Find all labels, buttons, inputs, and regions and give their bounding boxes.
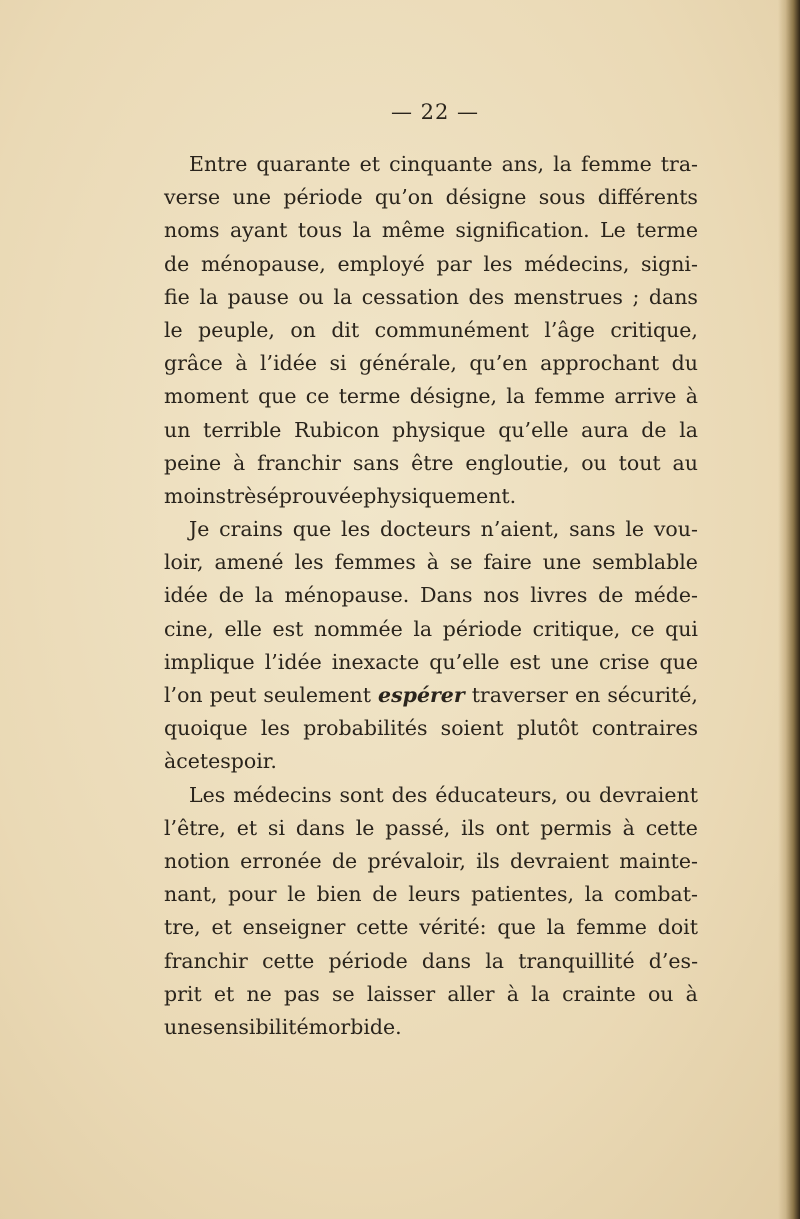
text-line: loir, amené les femmes à se faire une semblable <box>164 550 698 575</box>
text-line: une sensibilité morbide. <box>164 1014 402 1039</box>
text-line: nant, pour le bien de leurs patientes, la combat- <box>164 882 698 907</box>
text-line: de ménopause, employé par les médecins, signi- <box>164 251 698 276</box>
text-line: notion erronée de prévaloir, ils devraient mainte- <box>164 848 698 873</box>
text-line: cine, elle est nommée la période critique, ce qui <box>164 616 698 641</box>
text-line: peine à franchir sans être engloutie, ou tout au <box>164 450 698 475</box>
text-line: quoique les probabilités soient plutôt contraires <box>164 716 698 741</box>
text-line: fie la pause ou la cessation des menstrues ; dans <box>164 284 698 309</box>
text-line: Entre quarante et cinquante ans, la femme tra- <box>189 152 698 176</box>
text-line: un terrible Rubicon physique qu’elle aura de la <box>164 417 698 442</box>
page-number: — 22 — <box>390 100 480 124</box>
text-line: à cet espoir. <box>164 749 277 774</box>
text-line: tre, et enseigner cette vérité: que la femme doit <box>164 915 698 940</box>
paragraph <box>164 513 698 779</box>
paragraph <box>164 148 698 513</box>
book-binding-edge <box>778 0 800 1219</box>
text-line: l’être, et si dans le passé, ils ont permis à cette <box>164 815 698 840</box>
text-line: implique l’idée inexacte qu’elle est une crise que <box>164 649 698 674</box>
text-line: grâce à l’idée si générale, qu’en approchant du <box>164 351 698 376</box>
text-line: moment que ce terme désigne, la femme arrive à <box>164 384 698 409</box>
paragraph <box>164 779 698 1045</box>
text-line: verse une période qu’on désigne sous différents <box>164 185 698 210</box>
text-line: Les médecins sont des éducateurs, ou devraient <box>189 782 698 807</box>
text-line: Je crains que les docteurs n’aient, sans le vou- <box>189 517 698 542</box>
text-line: prit et ne pas se laisser aller à la crainte ou à <box>164 981 698 1006</box>
text-line: noms ayant tous la même signification. Le terme <box>164 218 698 243</box>
text-line: moins très éprouvée physiquement. <box>164 483 517 508</box>
text-line: idée de la ménopause. Dans nos livres de méde- <box>164 583 698 608</box>
text-line: franchir cette période dans la tranquillité d’es- <box>164 948 698 973</box>
text-line: l’on peut seulement espérer traverser en sécurité, <box>164 683 698 707</box>
text-line: le peuple, on dit communément l’âge critique, <box>164 317 698 342</box>
body-text <box>164 148 698 1044</box>
